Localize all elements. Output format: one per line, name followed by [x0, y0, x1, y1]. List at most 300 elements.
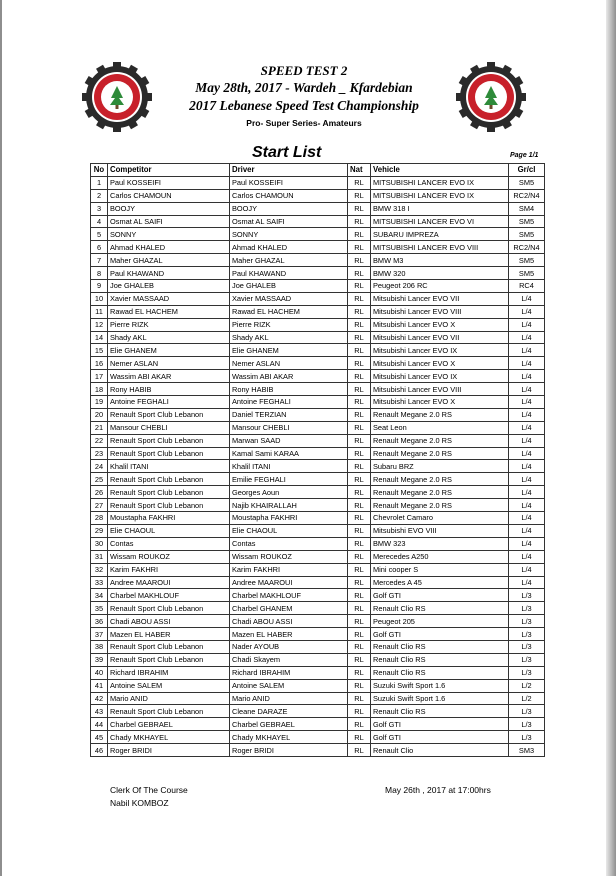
cell-vehicle: BMW 323: [371, 537, 509, 550]
cell-nat: RL: [348, 499, 371, 512]
cell-driver: Najib KHAIRALLAH: [230, 499, 348, 512]
table-row: [91, 280, 545, 293]
series-categories: Pro- Super Series- Amateurs: [246, 118, 362, 128]
cell-no: 15: [91, 344, 108, 357]
cell-driver: Elie GHANEM: [230, 344, 348, 357]
cell-nat: RL: [348, 254, 371, 267]
cell-competitor: Rawad EL HACHEM: [108, 305, 230, 318]
cell-group-class: SM5: [509, 228, 545, 241]
table-row: [91, 550, 545, 563]
cell-driver: Andree MAAROUI: [230, 576, 348, 589]
table-row: [91, 228, 545, 241]
cell-no: 4: [91, 215, 108, 228]
cell-nat: RL: [348, 692, 371, 705]
cell-vehicle: Renault Megane 2.0 RS: [371, 473, 509, 486]
table-row: [91, 486, 545, 499]
cell-no: 30: [91, 537, 108, 550]
cell-group-class: L/4: [509, 473, 545, 486]
cell-competitor: Renault Sport Club Lebanon: [108, 653, 230, 666]
cell-no: 2: [91, 189, 108, 202]
cell-no: 42: [91, 692, 108, 705]
cell-group-class: L/4: [509, 344, 545, 357]
cell-vehicle: Mitsubishi Lancer EVO VII: [371, 331, 509, 344]
cell-no: 24: [91, 460, 108, 473]
cell-nat: RL: [348, 357, 371, 370]
cell-nat: RL: [348, 421, 371, 434]
table-row: [91, 653, 545, 666]
cell-no: 6: [91, 241, 108, 254]
table-row: [91, 615, 545, 628]
cell-no: 1: [91, 176, 108, 189]
cell-competitor: Nemer ASLAN: [108, 357, 230, 370]
table-row: [91, 408, 545, 421]
cell-nat: RL: [348, 602, 371, 615]
cell-group-class: L/3: [509, 731, 545, 744]
cell-driver: Moustapha FAKHRI: [230, 512, 348, 525]
cell-driver: Nemer ASLAN: [230, 357, 348, 370]
cell-competitor: Andree MAAROUI: [108, 576, 230, 589]
cell-vehicle: BMW M3: [371, 254, 509, 267]
table-row: [91, 254, 545, 267]
cell-vehicle: Mitsubishi Lancer EVO X: [371, 357, 509, 370]
cell-nat: RL: [348, 408, 371, 421]
cell-group-class: L/4: [509, 421, 545, 434]
cell-nat: RL: [348, 705, 371, 718]
cell-vehicle: MITSUBISHI LANCER EVO VIII: [371, 241, 509, 254]
column-header-vehicle: Vehicle: [371, 164, 509, 177]
table-row: [91, 589, 545, 602]
cell-group-class: L/4: [509, 292, 545, 305]
table-row: [91, 383, 545, 396]
cell-driver: Ahmad KHALED: [230, 241, 348, 254]
cell-driver: Paul KOSSEIFI: [230, 176, 348, 189]
cell-driver: Chady MKHAYEL: [230, 731, 348, 744]
cell-driver: Antoine FEGHALI: [230, 396, 348, 409]
table-row: [91, 602, 545, 615]
cell-driver: Karim FAKHRI: [230, 563, 348, 576]
cell-group-class: L/2: [509, 679, 545, 692]
cell-no: 35: [91, 602, 108, 615]
cell-no: 33: [91, 576, 108, 589]
cell-driver: Paul KHAWAND: [230, 267, 348, 280]
cell-driver: Roger BRIDI: [230, 744, 348, 757]
cell-vehicle: Subaru BRZ: [371, 460, 509, 473]
cell-driver: Kamal Sami KARAA: [230, 447, 348, 460]
cell-no: 29: [91, 524, 108, 537]
cell-group-class: L/3: [509, 653, 545, 666]
column-header-group-class: Gr/cl: [509, 164, 545, 177]
cell-driver: SONNY: [230, 228, 348, 241]
cell-no: 43: [91, 705, 108, 718]
table-row: [91, 524, 545, 537]
cell-no: 7: [91, 254, 108, 267]
cell-driver: Cleane DARAZE: [230, 705, 348, 718]
cell-vehicle: Mitsubishi Lancer EVO X: [371, 396, 509, 409]
table-row: [91, 576, 545, 589]
cell-vehicle: Seat Leon: [371, 421, 509, 434]
cell-no: 27: [91, 499, 108, 512]
cell-no: 28: [91, 512, 108, 525]
championship-name: 2017 Lebanese Speed Test Championship: [189, 98, 419, 113]
cell-competitor: Antoine SALEM: [108, 679, 230, 692]
cell-group-class: SM4: [509, 202, 545, 215]
table-row: [91, 718, 545, 731]
clerk-title: Clerk Of The Course: [110, 785, 188, 795]
cell-no: 19: [91, 396, 108, 409]
cell-group-class: L/4: [509, 447, 545, 460]
table-row: [91, 305, 545, 318]
cell-competitor: Charbel GEBRAEL: [108, 718, 230, 731]
cell-vehicle: Mitsubishi Lancer EVO IX: [371, 370, 509, 383]
cell-driver: Wissam ROUKOZ: [230, 550, 348, 563]
table-row: [91, 512, 545, 525]
cell-competitor: Maher GHAZAL: [108, 254, 230, 267]
cell-no: 8: [91, 267, 108, 280]
cell-competitor: Ahmad KHALED: [108, 241, 230, 254]
table-row: [91, 744, 545, 757]
cell-vehicle: Renault Clio: [371, 744, 509, 757]
table-row: [91, 318, 545, 331]
cell-competitor: Chady MKHAYEL: [108, 731, 230, 744]
cell-competitor: Renault Sport Club Lebanon: [108, 640, 230, 653]
cell-competitor: Richard IBRAHIM: [108, 666, 230, 679]
start-list-table: [90, 163, 545, 757]
table-row: [91, 344, 545, 357]
cell-group-class: RC2/N4: [509, 189, 545, 202]
cell-no: 9: [91, 280, 108, 293]
cell-no: 16: [91, 357, 108, 370]
cell-no: 38: [91, 640, 108, 653]
cell-competitor: Paul KHAWAND: [108, 267, 230, 280]
table-row: [91, 679, 545, 692]
table-row: [91, 241, 545, 254]
cell-group-class: L/4: [509, 331, 545, 344]
cell-nat: RL: [348, 370, 371, 383]
cell-group-class: L/4: [509, 460, 545, 473]
cell-competitor: Shady AKL: [108, 331, 230, 344]
cell-vehicle: Mitsubishi Lancer EVO X: [371, 318, 509, 331]
cell-group-class: L/4: [509, 550, 545, 563]
cell-no: 3: [91, 202, 108, 215]
cell-driver: Joe GHALEB: [230, 280, 348, 293]
cell-vehicle: Peugeot 205: [371, 615, 509, 628]
cell-group-class: L/3: [509, 640, 545, 653]
cell-vehicle: Renault Megane 2.0 RS: [371, 499, 509, 512]
cell-driver: Khalil ITANI: [230, 460, 348, 473]
cell-competitor: Antoine FEGHALI: [108, 396, 230, 409]
cell-vehicle: Renault Megane 2.0 RS: [371, 486, 509, 499]
cell-group-class: L/3: [509, 589, 545, 602]
cell-no: 17: [91, 370, 108, 383]
cell-no: 23: [91, 447, 108, 460]
table-row: [91, 666, 545, 679]
table-row: [91, 460, 545, 473]
cell-nat: RL: [348, 434, 371, 447]
table-header-row: [91, 164, 545, 177]
cell-group-class: L/4: [509, 486, 545, 499]
cell-vehicle: Mitsubishi Lancer EVO VIII: [371, 305, 509, 318]
cell-competitor: Moustapha FAKHRI: [108, 512, 230, 525]
cell-group-class: L/4: [509, 370, 545, 383]
cell-driver: Shady AKL: [230, 331, 348, 344]
cell-driver: Mansour CHEBLI: [230, 421, 348, 434]
table-row: [91, 705, 545, 718]
cell-driver: Chadi Skayem: [230, 653, 348, 666]
cell-competitor: BOOJY: [108, 202, 230, 215]
cell-competitor: Renault Sport Club Lebanon: [108, 447, 230, 460]
cell-competitor: SONNY: [108, 228, 230, 241]
cell-driver: Charbel MAKHLOUF: [230, 589, 348, 602]
cell-group-class: L/3: [509, 602, 545, 615]
cell-nat: RL: [348, 280, 371, 293]
cell-no: 44: [91, 718, 108, 731]
cell-group-class: L/4: [509, 524, 545, 537]
cell-competitor: Renault Sport Club Lebanon: [108, 602, 230, 615]
cell-group-class: L/4: [509, 383, 545, 396]
cell-competitor: Khalil ITANI: [108, 460, 230, 473]
cell-driver: Elie CHAOUL: [230, 524, 348, 537]
cell-driver: Emilie FEGHALI: [230, 473, 348, 486]
issue-date-time: May 26th , 2017 at 17:00hrs: [385, 785, 491, 795]
cell-competitor: Paul KOSSEIFI: [108, 176, 230, 189]
cell-competitor: Chadi ABOU ASSI: [108, 615, 230, 628]
cell-vehicle: Mitsubishi Lancer EVO IX: [371, 344, 509, 357]
cell-vehicle: Renault Clio RS: [371, 653, 509, 666]
table-row: [91, 434, 545, 447]
cell-nat: RL: [348, 524, 371, 537]
cell-driver: Chadi ABOU ASSI: [230, 615, 348, 628]
cell-nat: RL: [348, 344, 371, 357]
cell-driver: Charbel GHANEM: [230, 602, 348, 615]
cell-no: 36: [91, 615, 108, 628]
table-row: [91, 692, 545, 705]
cell-vehicle: Renault Megane 2.0 RS: [371, 447, 509, 460]
table-row: [91, 189, 545, 202]
cell-nat: RL: [348, 628, 371, 641]
cell-nat: RL: [348, 718, 371, 731]
cell-nat: RL: [348, 486, 371, 499]
cell-vehicle: Renault Clio RS: [371, 666, 509, 679]
table-body: [91, 176, 545, 756]
cell-no: 21: [91, 421, 108, 434]
cell-nat: RL: [348, 550, 371, 563]
table-row: [91, 292, 545, 305]
table-row: [91, 267, 545, 280]
cell-competitor: Wassim ABI AKAR: [108, 370, 230, 383]
cell-no: 37: [91, 628, 108, 641]
table-row: [91, 215, 545, 228]
cell-nat: RL: [348, 537, 371, 550]
cell-nat: RL: [348, 189, 371, 202]
cell-nat: RL: [348, 318, 371, 331]
cell-driver: BOOJY: [230, 202, 348, 215]
cell-group-class: L/4: [509, 305, 545, 318]
table-row: [91, 370, 545, 383]
cell-nat: RL: [348, 473, 371, 486]
cell-nat: RL: [348, 744, 371, 757]
cell-driver: Rony HABIB: [230, 383, 348, 396]
table-row: [91, 421, 545, 434]
table-row: [91, 563, 545, 576]
cell-nat: RL: [348, 640, 371, 653]
cell-group-class: RC2/N4: [509, 241, 545, 254]
table-row: [91, 628, 545, 641]
cell-nat: RL: [348, 653, 371, 666]
table-row: [91, 499, 545, 512]
cell-vehicle: Suzuki Swift Sport 1.6: [371, 692, 509, 705]
cell-driver: Pierre RIZK: [230, 318, 348, 331]
cell-competitor: Renault Sport Club Lebanon: [108, 408, 230, 421]
cell-group-class: SM3: [509, 744, 545, 757]
page-title: Start List: [252, 144, 322, 161]
cell-group-class: L/4: [509, 408, 545, 421]
table-row: [91, 473, 545, 486]
cell-vehicle: Golf GTI: [371, 718, 509, 731]
cell-nat: RL: [348, 615, 371, 628]
cell-vehicle: Mercedes A 45: [371, 576, 509, 589]
cell-vehicle: Renault Clio RS: [371, 602, 509, 615]
cell-no: 46: [91, 744, 108, 757]
cell-no: 10: [91, 292, 108, 305]
cell-competitor: Pierre RIZK: [108, 318, 230, 331]
cell-group-class: L/4: [509, 563, 545, 576]
cell-group-class: SM5: [509, 267, 545, 280]
column-header-competitor: Competitor: [108, 164, 230, 177]
column-header-no: No: [91, 164, 108, 177]
cell-vehicle: Golf GTI: [371, 628, 509, 641]
cell-no: 20: [91, 408, 108, 421]
cell-nat: RL: [348, 460, 371, 473]
cell-competitor: Renault Sport Club Lebanon: [108, 473, 230, 486]
cell-competitor: Renault Sport Club Lebanon: [108, 499, 230, 512]
cell-no: 45: [91, 731, 108, 744]
cell-driver: Contas: [230, 537, 348, 550]
cell-vehicle: Mitsubishi EVO VIII: [371, 524, 509, 537]
cell-nat: RL: [348, 679, 371, 692]
page-number: Page 1/1: [510, 152, 539, 159]
cell-nat: RL: [348, 512, 371, 525]
cell-vehicle: MITSUBISHI LANCER EVO IX: [371, 176, 509, 189]
cell-driver: Georges Aoun: [230, 486, 348, 499]
cell-competitor: Mansour CHEBLI: [108, 421, 230, 434]
cell-competitor: Karim FAKHRI: [108, 563, 230, 576]
cell-nat: RL: [348, 383, 371, 396]
cell-competitor: Xavier MASSAAD: [108, 292, 230, 305]
cell-group-class: SM5: [509, 254, 545, 267]
cell-competitor: Joe GHALEB: [108, 280, 230, 293]
table-row: [91, 357, 545, 370]
cell-vehicle: Mini cooper S: [371, 563, 509, 576]
cell-driver: Richard IBRAHIM: [230, 666, 348, 679]
cell-group-class: SM5: [509, 215, 545, 228]
event-date-location: May 28th, 2017 - Wardeh _ Kfardebian: [195, 80, 413, 95]
cell-competitor: Contas: [108, 537, 230, 550]
cell-vehicle: SUBARU IMPREZA: [371, 228, 509, 241]
cell-vehicle: Renault Megane 2.0 RS: [371, 434, 509, 447]
document-page: [2, 0, 606, 876]
cell-driver: Osmat AL SAIFI: [230, 215, 348, 228]
cell-competitor: Charbel MAKHLOUF: [108, 589, 230, 602]
cell-competitor: Renault Sport Club Lebanon: [108, 486, 230, 499]
cell-vehicle: MITSUBISHI LANCER EVO VI: [371, 215, 509, 228]
cell-driver: Mazen EL HABER: [230, 628, 348, 641]
cell-competitor: Wissam ROUKOZ: [108, 550, 230, 563]
clerk-name: Nabil KOMBOZ: [110, 798, 169, 808]
cell-driver: Marwan SAAD: [230, 434, 348, 447]
cell-nat: RL: [348, 396, 371, 409]
cell-nat: RL: [348, 731, 371, 744]
cell-nat: RL: [348, 202, 371, 215]
cell-group-class: L/4: [509, 576, 545, 589]
cell-vehicle: Merecedes A250: [371, 550, 509, 563]
cell-group-class: L/3: [509, 666, 545, 679]
cell-nat: RL: [348, 331, 371, 344]
table-row: [91, 202, 545, 215]
table-row: [91, 537, 545, 550]
column-header-driver: Driver: [230, 164, 348, 177]
cell-driver: Mario ANID: [230, 692, 348, 705]
cell-group-class: L/3: [509, 628, 545, 641]
cell-driver: Antoine SALEM: [230, 679, 348, 692]
cell-vehicle: Suzuki Swift Sport 1.6: [371, 679, 509, 692]
cell-driver: Carlos CHAMOUN: [230, 189, 348, 202]
cell-group-class: L/4: [509, 396, 545, 409]
cell-nat: RL: [348, 589, 371, 602]
cell-no: 26: [91, 486, 108, 499]
cell-no: 22: [91, 434, 108, 447]
table-row: [91, 447, 545, 460]
cell-competitor: Roger BRIDI: [108, 744, 230, 757]
cell-no: 32: [91, 563, 108, 576]
cell-competitor: Elie GHANEM: [108, 344, 230, 357]
cell-no: 11: [91, 305, 108, 318]
cell-nat: RL: [348, 176, 371, 189]
cell-vehicle: Renault Clio RS: [371, 705, 509, 718]
cell-no: 12: [91, 318, 108, 331]
cell-group-class: RC4: [509, 280, 545, 293]
table-row: [91, 731, 545, 744]
cell-nat: RL: [348, 666, 371, 679]
cell-driver: Daniel TERZIAN: [230, 408, 348, 421]
page-shadow-edge: [606, 0, 616, 876]
cell-vehicle: Golf GTI: [371, 589, 509, 602]
cell-nat: RL: [348, 305, 371, 318]
table-row: [91, 331, 545, 344]
cell-nat: RL: [348, 563, 371, 576]
cell-no: 5: [91, 228, 108, 241]
cell-group-class: L/3: [509, 615, 545, 628]
cell-group-class: L/3: [509, 705, 545, 718]
table-row: [91, 176, 545, 189]
cell-driver: Nader AYOUB: [230, 640, 348, 653]
cell-competitor: Elie CHAOUL: [108, 524, 230, 537]
cell-nat: RL: [348, 292, 371, 305]
cell-no: 31: [91, 550, 108, 563]
cell-nat: RL: [348, 228, 371, 241]
cell-no: 40: [91, 666, 108, 679]
event-title: SPEED TEST 2: [260, 63, 348, 78]
cell-vehicle: Mitsubishi Lancer EVO VII: [371, 292, 509, 305]
cell-group-class: L/4: [509, 357, 545, 370]
cell-no: 25: [91, 473, 108, 486]
table-row: [91, 640, 545, 653]
cell-driver: Wassim ABI AKAR: [230, 370, 348, 383]
cell-no: 39: [91, 653, 108, 666]
cell-group-class: L/4: [509, 537, 545, 550]
cell-nat: RL: [348, 215, 371, 228]
cell-group-class: L/4: [509, 512, 545, 525]
cell-group-class: L/2: [509, 692, 545, 705]
